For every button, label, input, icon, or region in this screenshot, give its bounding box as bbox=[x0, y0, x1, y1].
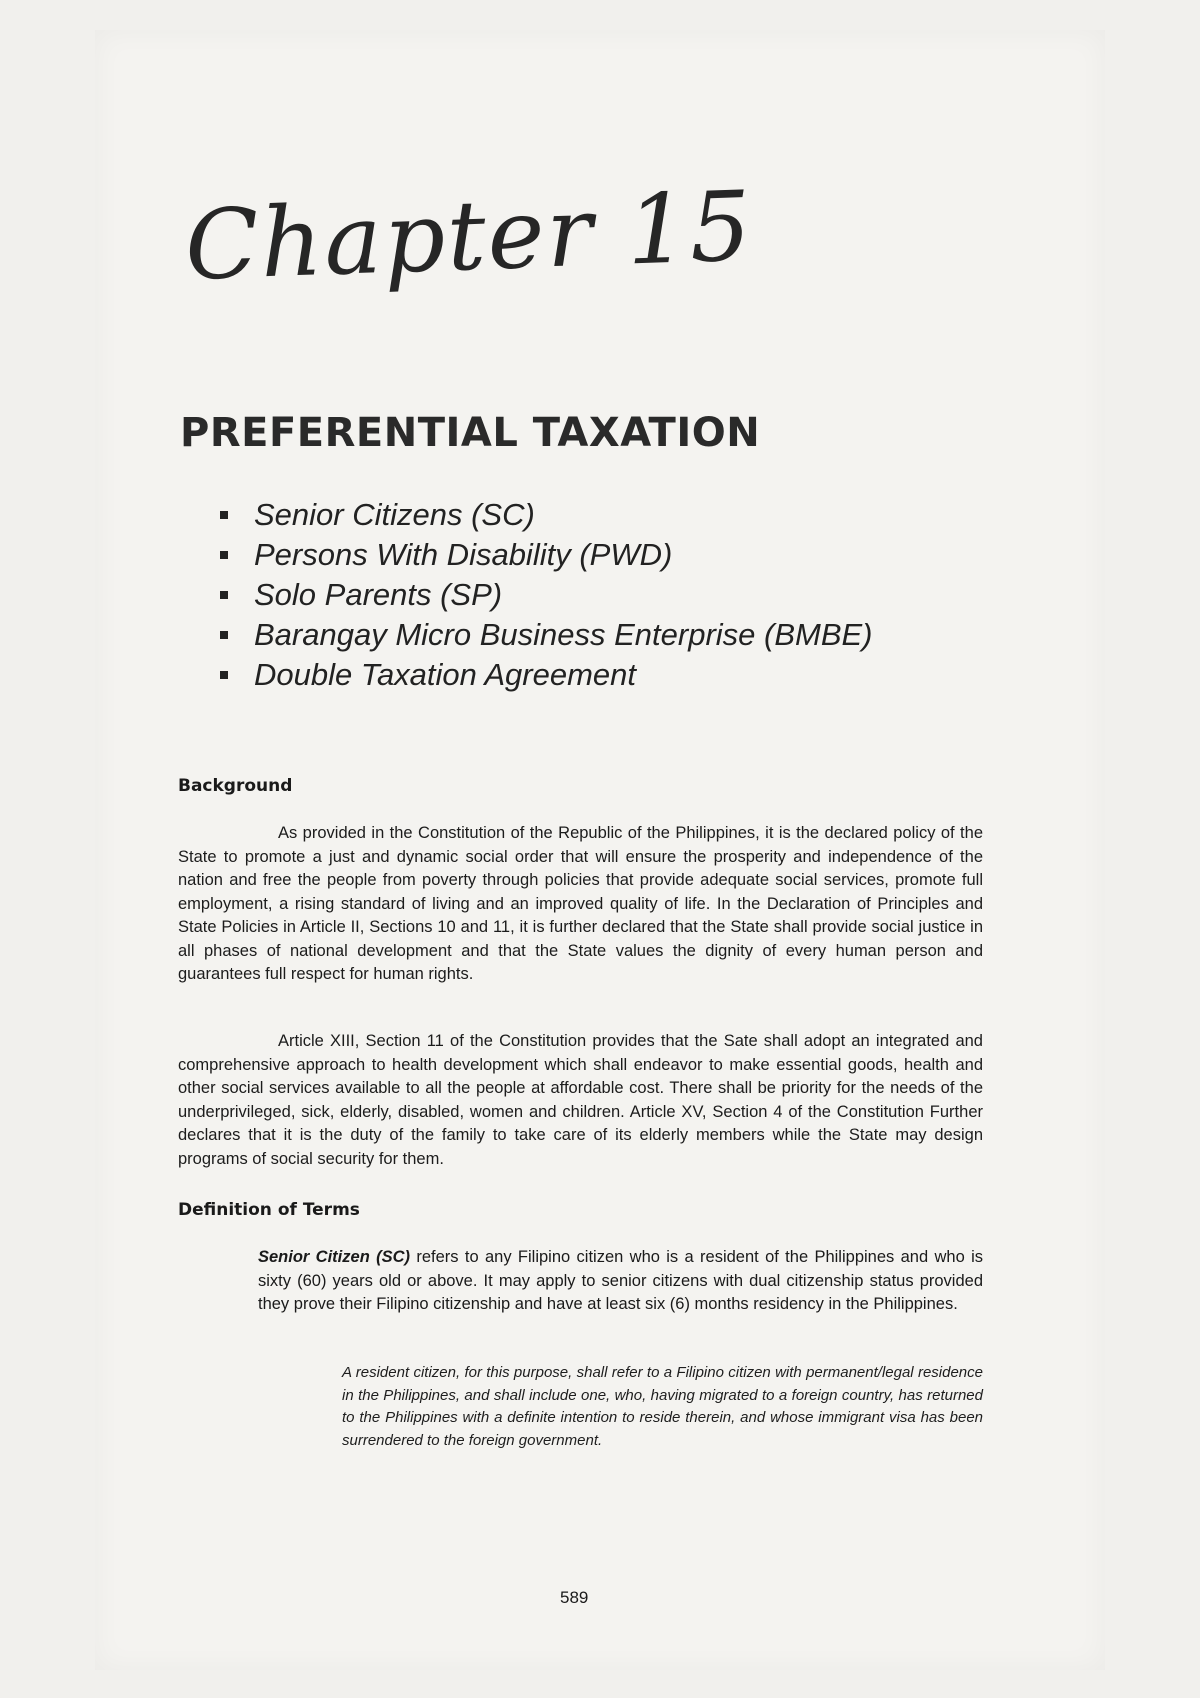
bullet-icon bbox=[220, 551, 228, 559]
bullet-icon bbox=[220, 511, 228, 519]
page-number: 589 bbox=[560, 1588, 589, 1607]
chapter-title: PREFERENTIAL TAXATION bbox=[180, 410, 761, 456]
bullet-icon bbox=[220, 591, 228, 599]
bullet-icon bbox=[220, 671, 228, 679]
topic-item: Persons With Disability (PWD) bbox=[220, 535, 873, 575]
background-paragraph-1: As provided in the Constitution of the Republic of the Philippines, it is the declared policy of the State to promote a just and dynamic social order that will ensure the prosperity and independence of the nation and free the people from poverty through policies that provide adequate social services, promote full employment, a rising standard of living and an improved quality of life. In the Declaration of Principles and State Policies in Article II, Sections 10 and 11, it is further declared that the State shall provide social justice in all phases of national development and that the State values the dignity of every human person and guarantees full respect for human rights. bbox=[178, 824, 983, 983]
background-heading: Background bbox=[178, 776, 293, 796]
topic-item: Solo Parents (SP) bbox=[220, 575, 873, 615]
background-paragraph-2: Article XIII, Section 11 of the Constitution provides that the Sate shall adopt an integrated and comprehensive approach to health development which shall endeavor to make essential goods, health and other social services available to all the people at affordable cost. There shall be priority for the needs of the underprivileged, sick, elderly, disabled, women and children. Article XV, Section 4 of the Constitution Further declares that it is the duty of the family to take care of its elderly members while the State may design programs of social security for them. bbox=[178, 1032, 983, 1168]
definitions-heading: Definition of Terms bbox=[178, 1200, 360, 1220]
bullet-icon bbox=[220, 631, 228, 639]
senior-citizen-definition: Senior Citizen (SC) refers to any Filipino citizen who is a resident of the Philippines and who is sixty (60) years old or above. It may apply to senior citizens with dual citizenship status provided they prove their Filipino citizenship and have at least six (6) months residency in the Philippines. bbox=[258, 1248, 983, 1313]
chapter-heading: Chapter 15 bbox=[183, 170, 755, 302]
senior-citizen-term: Senior Citizen (SC) bbox=[258, 1248, 411, 1266]
topic-item: Senior Citizens (SC) bbox=[220, 495, 873, 535]
topic-list bbox=[220, 495, 873, 695]
resident-citizen-note: A resident citizen, for this purpose, shall refer to a Filipino citizen with permanent/legal residence in the Philippines, and shall include one, who, having migrated to a foreign country, has returned to the Philippines with a definite intention to reside therein, and whose immigrant visa has been surrendered to the foreign government. bbox=[342, 1364, 983, 1449]
topic-item: Barangay Micro Business Enterprise (BMBE) bbox=[220, 615, 873, 655]
topic-item: Double Taxation Agreement bbox=[220, 655, 873, 695]
